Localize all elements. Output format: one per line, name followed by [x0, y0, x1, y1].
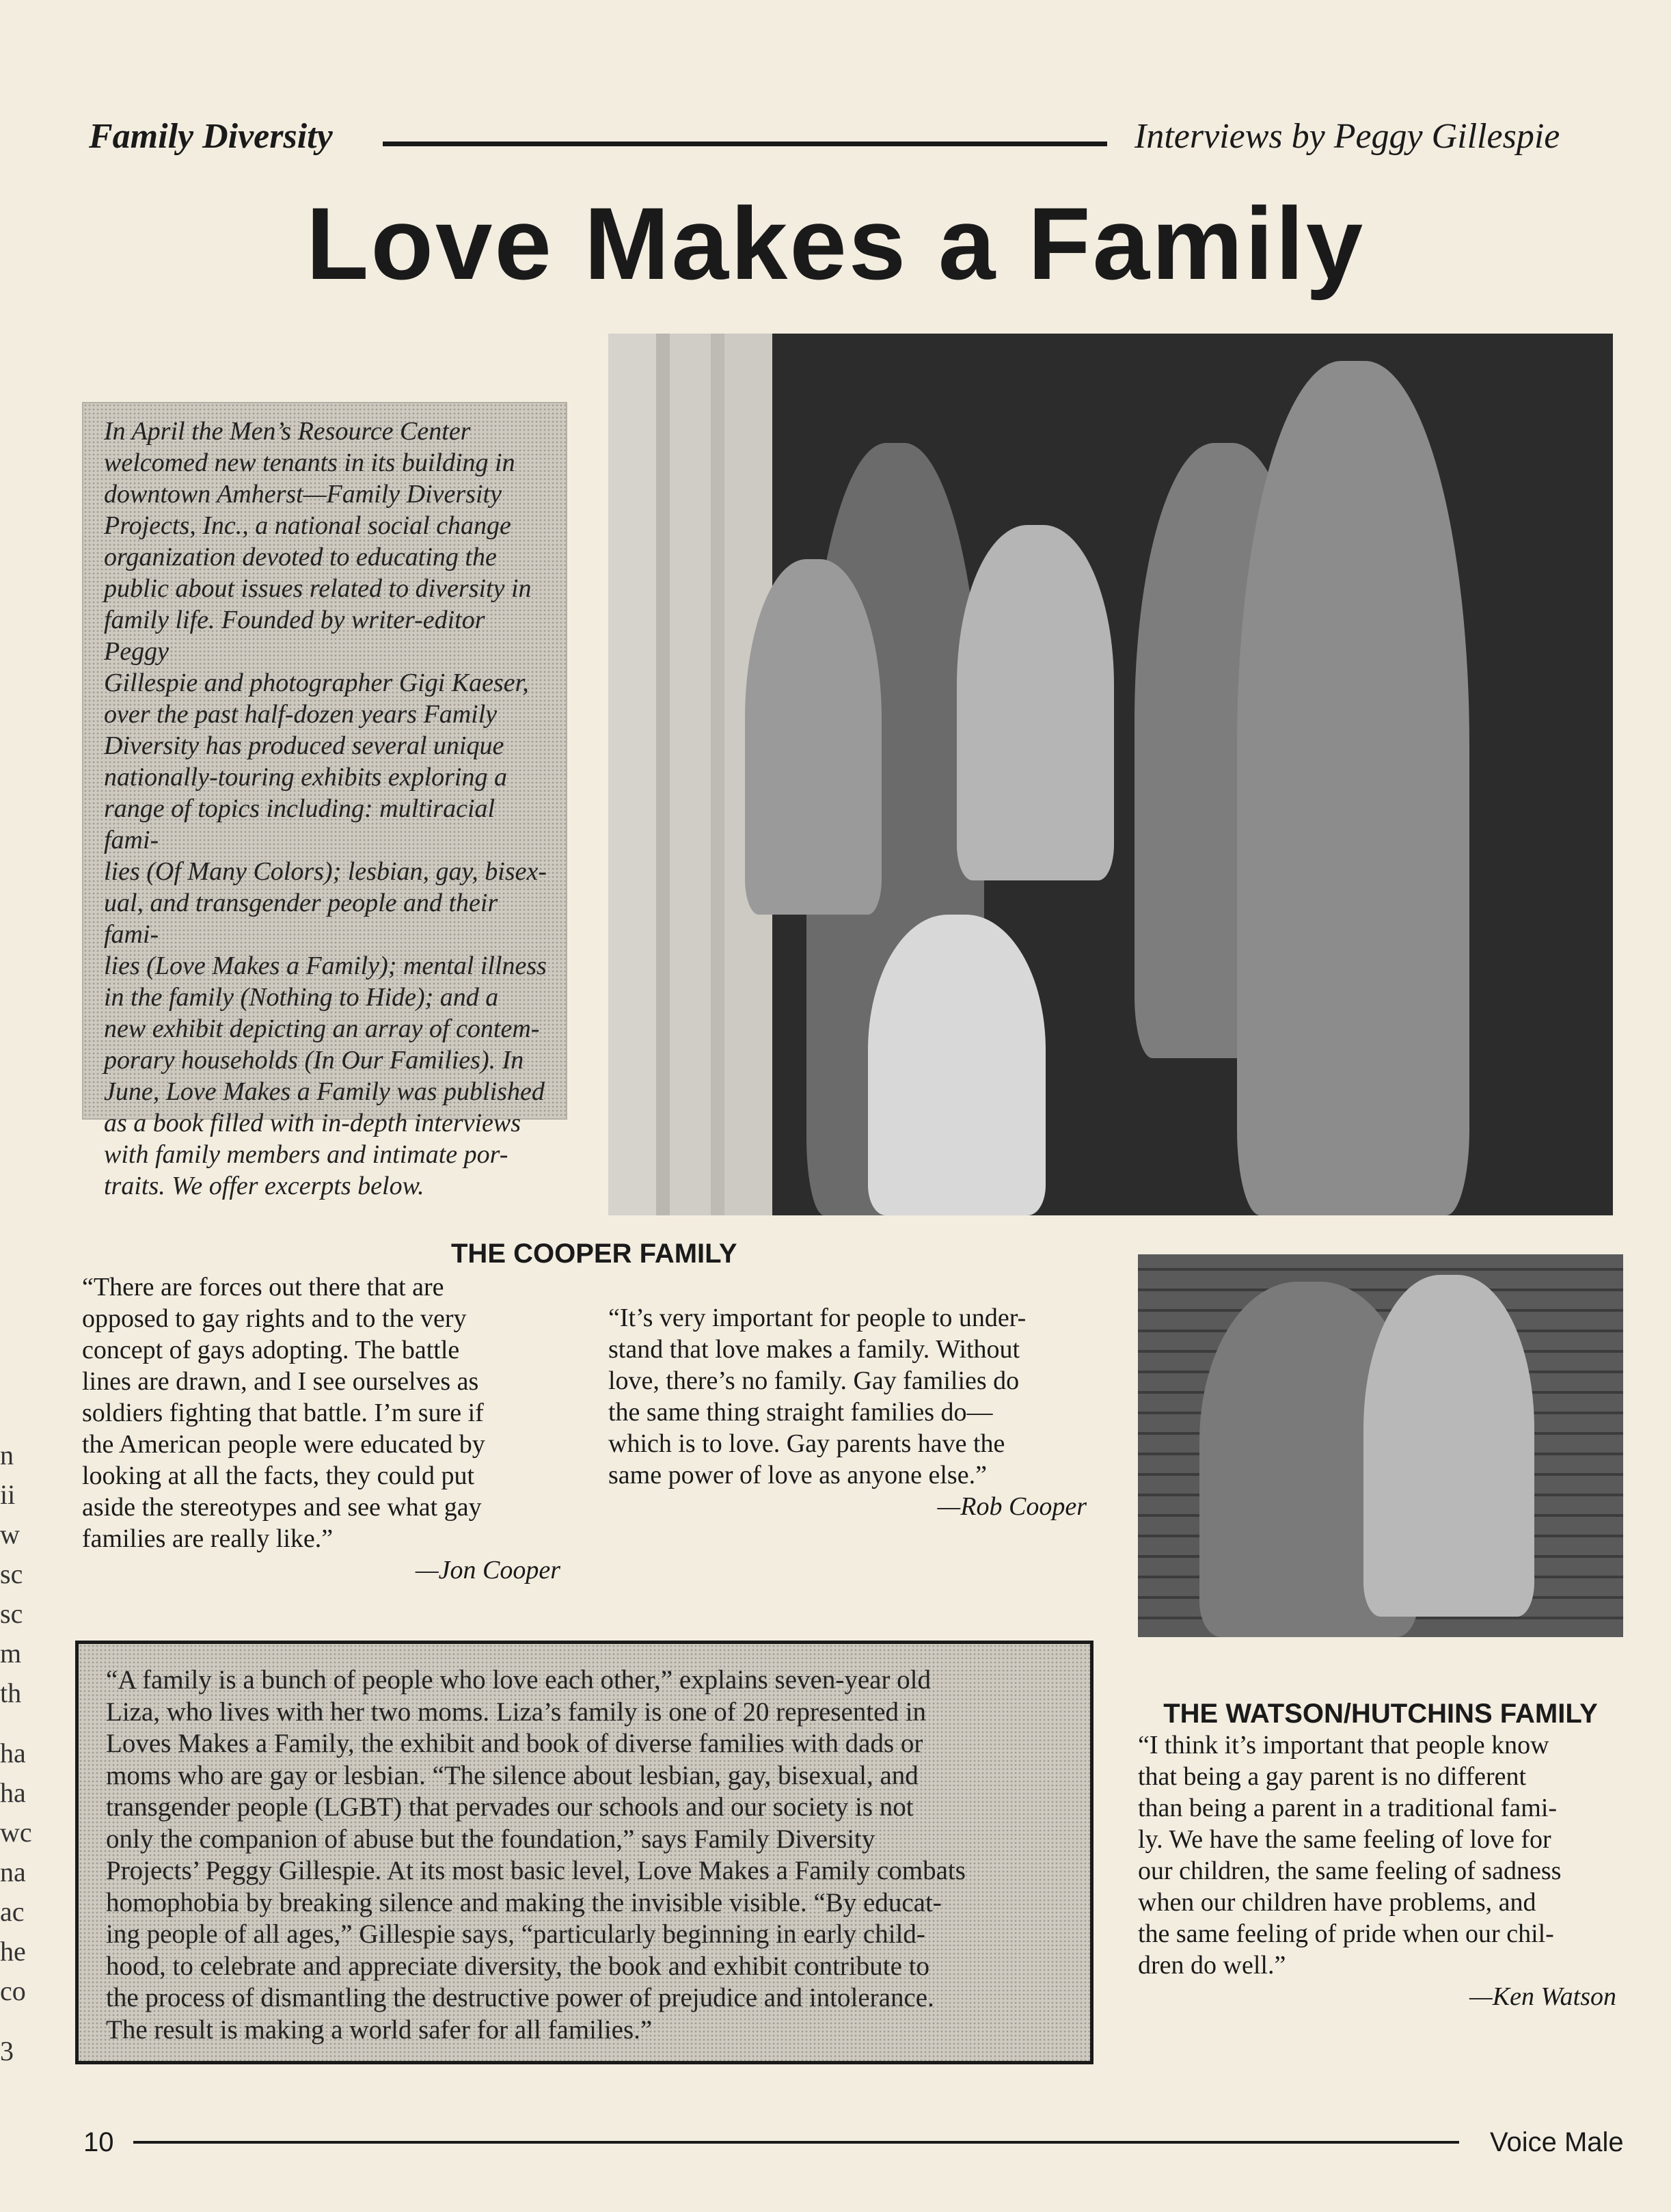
quote-attribution: —Jon Cooper	[415, 1556, 560, 1584]
pullquote-line: the process of dismantling the destructive power of prejudice and intolerance.	[106, 1983, 934, 2012]
watson-family-photo	[1138, 1254, 1623, 1637]
bleed-fragment: sc	[0, 1559, 23, 1589]
bleed-fragment: w	[0, 1519, 20, 1550]
intro-line: public about issues related to diversity in	[104, 574, 532, 603]
intro-line: family life. Founded by writer-editor Peggy	[104, 606, 485, 666]
quote-line: “It’s very important for people to under-	[608, 1304, 1027, 1332]
bleed-fragment: ha	[0, 1738, 26, 1768]
quote-attribution: —Ken Watson	[1469, 1982, 1616, 2011]
pullquote-line: Liza, who lives with her two moms. Liza’s family is one of 20 represented in	[106, 1697, 927, 1727]
quote-line: than being a parent in a traditional fami-	[1138, 1794, 1558, 1822]
pullquote-line: “A family is a bunch of people who love each other,” explains seven-year old	[106, 1665, 932, 1695]
quote-line: the same thing straight families do—	[608, 1398, 993, 1427]
quote-line: dren do well.”	[1138, 1951, 1286, 1980]
pullquote-line: homophobia by breaking silence and making the invisible visible. “By educat-	[106, 1887, 942, 1917]
quote-line: the American people were educated by	[82, 1430, 485, 1459]
pullquote-line: only the companion of abuse but the foundation,” says Family Diversity	[106, 1824, 875, 1854]
quote-line: soldiers fighting that battle. I’m sure if	[82, 1399, 484, 1427]
quote-line: that being a gay parent is no different	[1138, 1762, 1527, 1791]
intro-line: organization devoted to educating the	[104, 543, 497, 571]
quote-line: opposed to gay rights and to the very	[82, 1304, 467, 1333]
intro-line: lies (Love Makes a Family); mental illness	[104, 952, 547, 980]
bleed-fragment: ii	[0, 1479, 16, 1510]
intro-line: range of topics including: multiracial fami-	[104, 794, 495, 854]
rob-cooper-quote	[608, 1302, 1087, 1522]
intro-line: welcomed new tenants in its building in	[104, 448, 515, 477]
pullquote-line: moms who are gay or lesbian. “The silence about lesbian, gay, bisexual, and	[106, 1760, 919, 1790]
bleed-fragment: sc	[0, 1598, 23, 1629]
section-label: Family Diversity	[89, 117, 333, 156]
bleed-fragment: wc	[0, 1817, 32, 1848]
ken-watson-quote	[1138, 1729, 1616, 2012]
pullquote-line: hood, to celebrate and appreciate diversity, the book and exhibit contribute to	[106, 1951, 929, 1981]
article-title: Love Makes a Family	[305, 186, 1366, 301]
quote-line: families are really like.”	[82, 1524, 334, 1553]
intro-line: porary households (In Our Families). In	[104, 1046, 524, 1075]
pullquote-line: transgender people (LGBT) that pervades our schools and our society is not	[106, 1792, 914, 1822]
photo-figure	[868, 915, 1046, 1215]
quote-line: concept of gays adopting. The battle	[82, 1336, 460, 1364]
quote-line: looking at all the facts, they could put	[82, 1461, 475, 1490]
quote-line: aside the stereotypes and see what gay	[82, 1493, 482, 1522]
intro-box	[82, 402, 567, 1200]
quote-line: which is to love. Gay parents have the	[608, 1429, 1005, 1458]
bleed-fragment: 3	[0, 2036, 14, 2066]
intro-line: in the family (Nothing to Hide); and a	[104, 983, 499, 1012]
intro-line: Gillespie and photographer Gigi Kaeser,	[104, 669, 529, 697]
pullquote-line: The result is making a world safer for all families.”	[106, 2014, 653, 2045]
quote-line: same power of love as anyone else.”	[608, 1461, 987, 1489]
footer-rule	[133, 2141, 1459, 2144]
intro-line: as a book filled with in-depth interviews	[104, 1109, 521, 1137]
photo-figure	[957, 525, 1114, 880]
bleed-fragment: co	[0, 1975, 26, 2006]
intro-line: downtown Amherst—Family Diversity	[104, 480, 502, 509]
intro-line: June, Love Makes a Family was published	[104, 1077, 545, 1106]
bleed-fragment: n	[0, 1440, 14, 1470]
quote-line: “I think it’s important that people know	[1138, 1731, 1549, 1759]
watson-heading: THE WATSON/HUTCHINS FAMILY	[1163, 1699, 1598, 1729]
pullquote-line: ing people of all ages,” Gillespie says, “particularly beginning in early child-	[106, 1919, 925, 1949]
page-number: 10	[83, 2127, 114, 2157]
photo-figure	[1237, 361, 1469, 1215]
quote-line: when our children have problems, and	[1138, 1888, 1536, 1917]
quote-line: the same feeling of pride when our chil-	[1138, 1919, 1554, 1948]
cooper-heading: THE COOPER FAMILY	[451, 1239, 737, 1269]
quote-attribution: —Rob Cooper	[937, 1492, 1087, 1521]
pullquote-line: Projects’ Peggy Gillespie. At its most basic level, Love Makes a Family combats	[106, 1856, 966, 1885]
facing-page-bleed	[0, 1258, 32, 2071]
intro-line: new exhibit depicting an array of contem-	[104, 1014, 540, 1043]
photo-figure	[1363, 1275, 1534, 1617]
intro-line: Projects, Inc., a national social change	[104, 511, 511, 540]
header-rule	[383, 141, 1107, 146]
quote-line: ly. We have the same feeling of love for	[1138, 1825, 1551, 1854]
quote-line: our children, the same feeling of sadness	[1138, 1857, 1562, 1885]
bleed-fragment: m	[0, 1638, 22, 1669]
jon-cooper-quote	[82, 1271, 560, 1586]
quote-line: lines are drawn, and I see ourselves as	[82, 1367, 479, 1396]
intro-line: Diversity has produced several unique	[104, 731, 504, 760]
bleed-fragment: ha	[0, 1777, 26, 1808]
intro-line: In April the Men’s Resource Center	[104, 417, 471, 446]
quote-line: stand that love makes a family. Without	[608, 1335, 1020, 1364]
bleed-fragment: th	[0, 1677, 22, 1708]
pullquote-box	[75, 1641, 1093, 2064]
intro-line: nationally-touring exhibits exploring a	[104, 763, 507, 792]
bleed-fragment: na	[0, 1857, 26, 1887]
byline: Interviews by Peggy Gillespie	[1135, 117, 1560, 156]
pullquote-line: Loves Makes a Family, the exhibit and book of diverse families with dads or	[106, 1729, 923, 1758]
quote-line: “There are forces out there that are	[82, 1273, 444, 1301]
cooper-family-photo	[608, 334, 1613, 1215]
intro-line: traits. We offer excerpts below.	[104, 1172, 424, 1200]
intro-line: ual, and transgender people and their fami-	[104, 889, 498, 949]
bleed-fragment: ac	[0, 1896, 25, 1927]
publication-name: Voice Male	[1490, 2127, 1624, 2157]
bleed-fragment: he	[0, 1936, 26, 1967]
intro-line: with family members and intimate por-	[104, 1140, 508, 1169]
intro-line: over the past half-dozen years Family	[104, 700, 498, 729]
photo-figure	[745, 559, 882, 915]
quote-line: love, there’s no family. Gay families do	[608, 1366, 1020, 1395]
intro-line: lies (Of Many Colors); lesbian, gay, bisex-	[104, 857, 547, 886]
